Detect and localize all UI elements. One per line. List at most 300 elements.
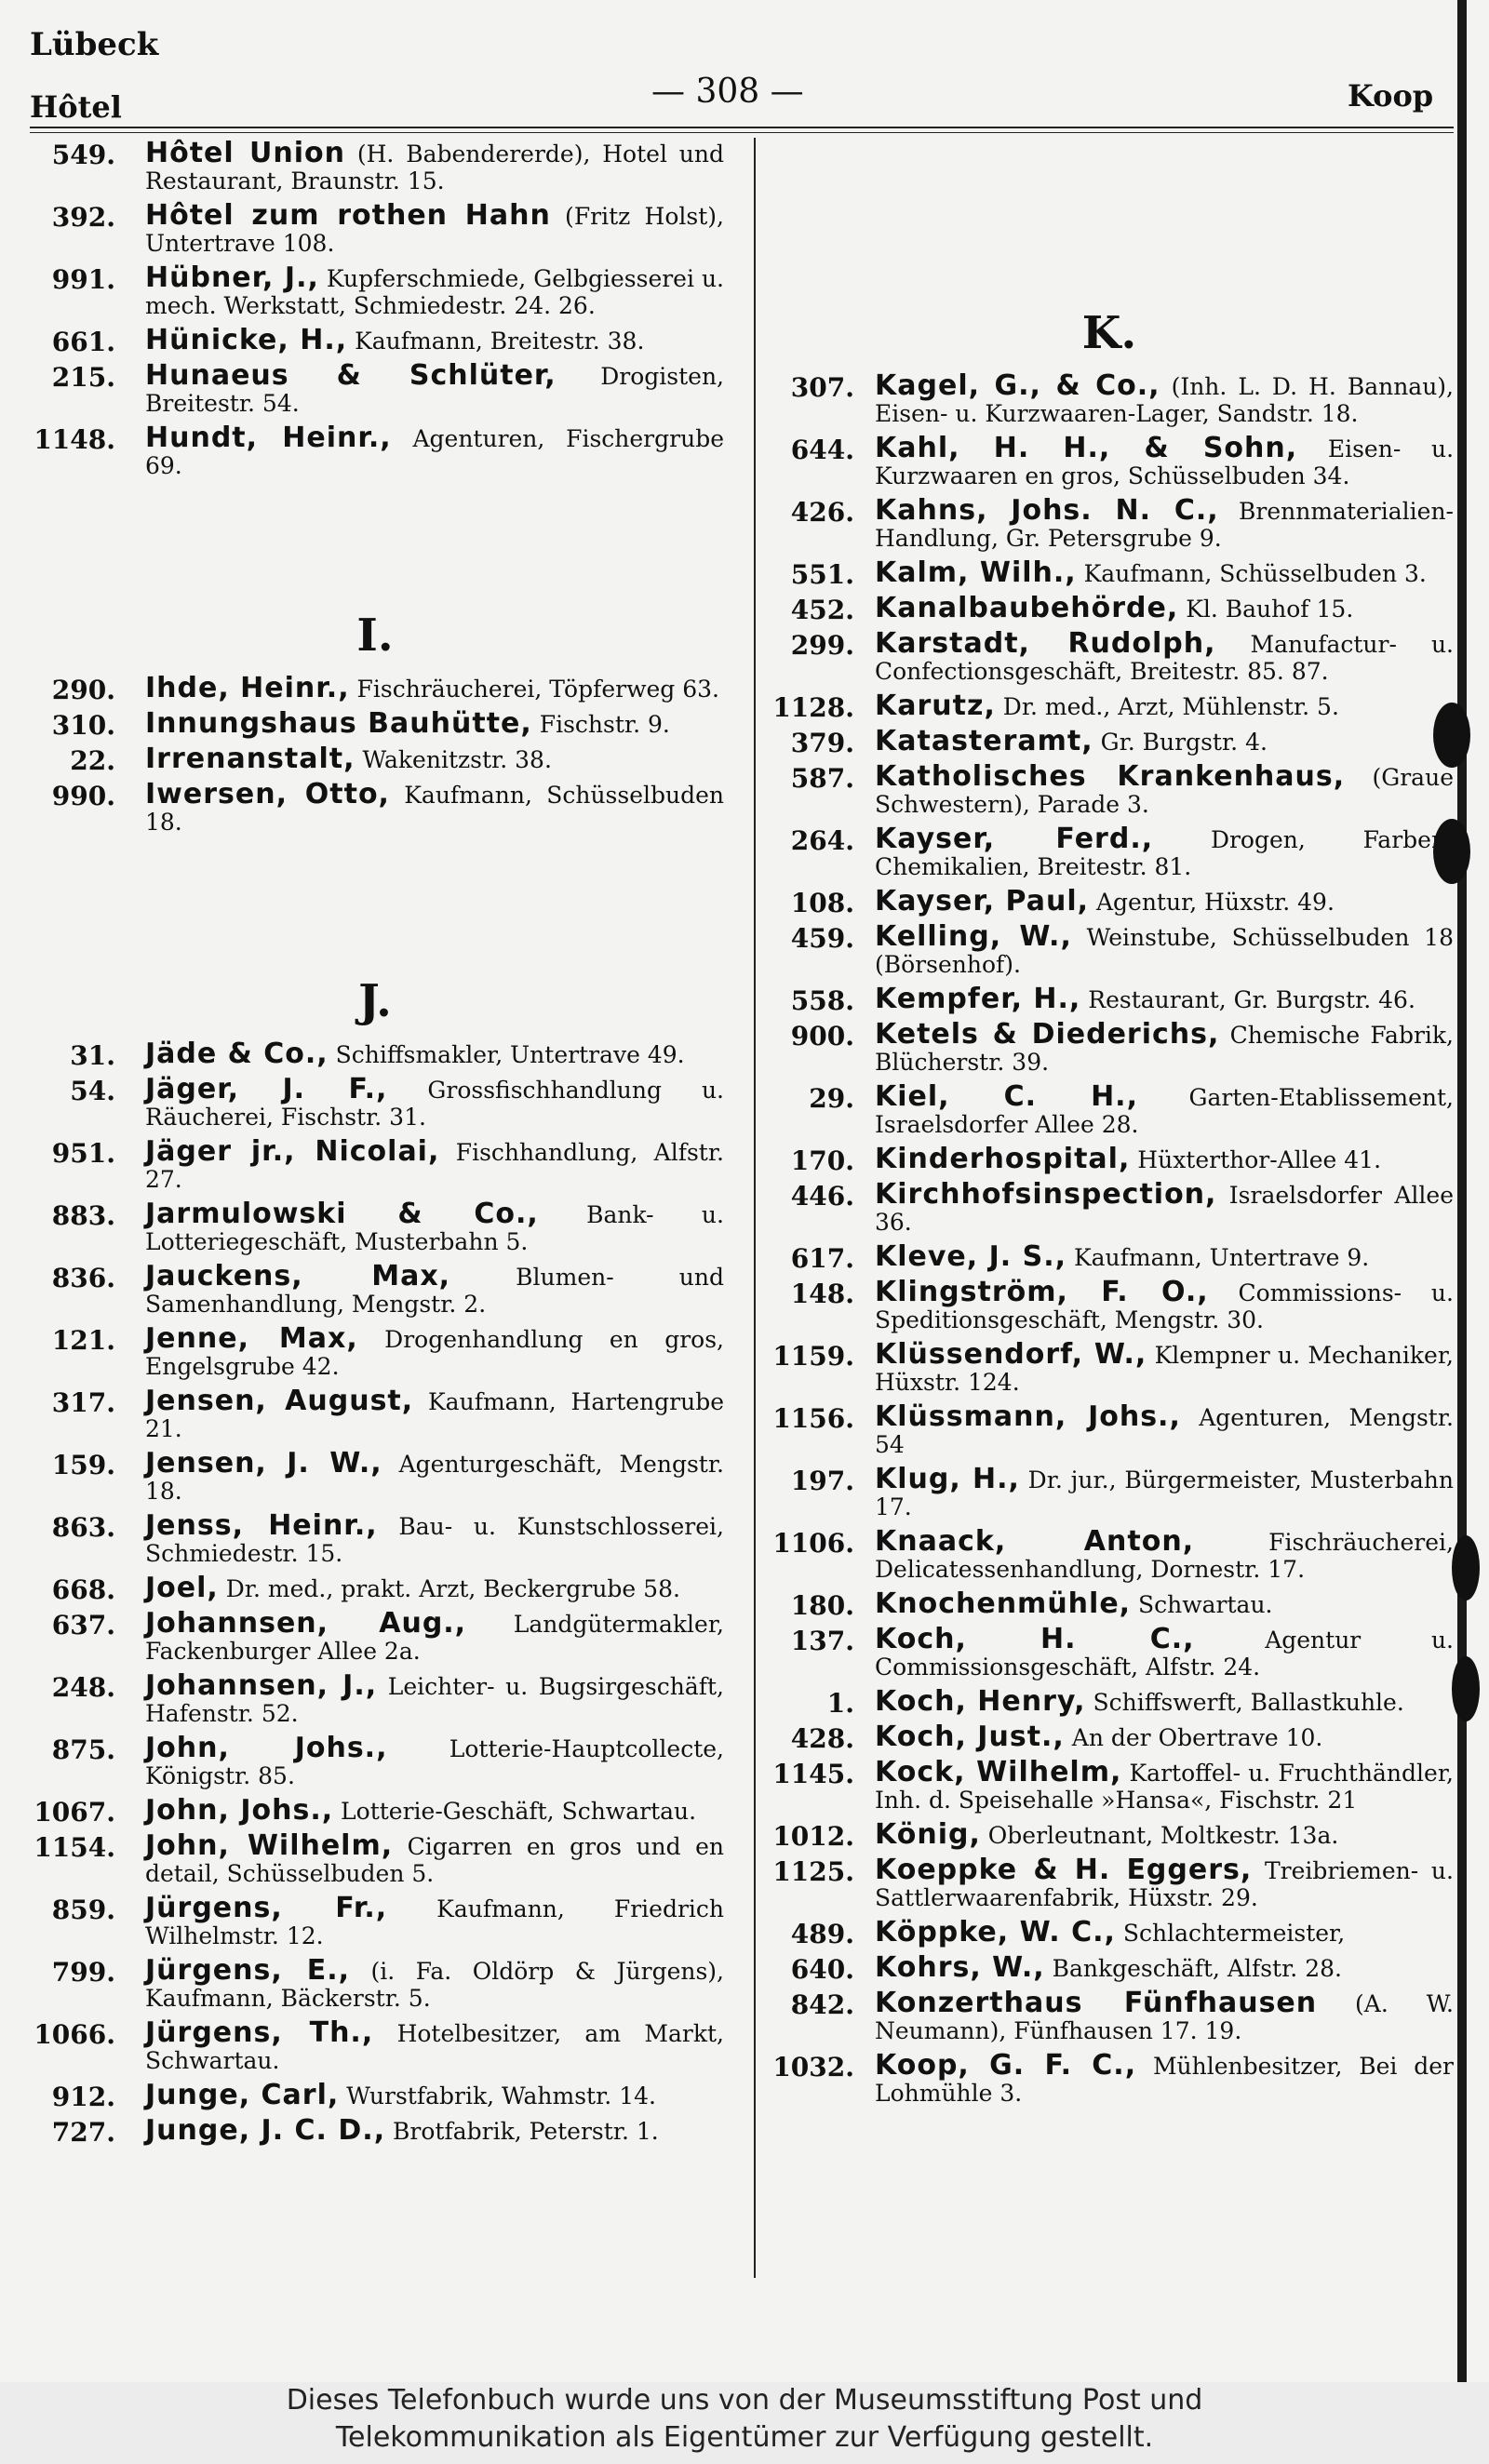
entry-details: Leichter- u. Bugsirgeschäft, Hafenstr. 52. [145,1673,724,1727]
entry-text [875,494,1454,552]
phone-number: 489. [790,1919,854,1949]
entry-details: Bankgeschäft, Alfstr. 28. [1044,1955,1342,1982]
entry-text [875,1856,1454,1911]
directory-entry [765,1525,1454,1583]
entry-details: Wurstfabrik, Wahmstr. 14. [339,2082,656,2109]
entry-text [875,1818,1454,1851]
phone-number: 587. [790,763,854,794]
directory-entry [26,1572,724,1605]
phone-number: 215. [51,362,115,393]
section-letter: I. [356,609,394,662]
directory-entry [765,825,1454,880]
entry-name: John, Johs., [145,1732,388,1764]
phone-number: 836. [51,1263,115,1293]
entry-name: Kempfer, H., [875,983,1081,1015]
directory-entry [765,432,1455,489]
phone-number: 452. [790,595,854,625]
section-letter: K. [1081,307,1137,359]
entry-details: Lotterie-Hauptcollecte, Königstr. 85. [145,1735,724,1789]
entry-name: Hôtel zum rothen Hahn [145,199,551,232]
entry-text [145,1892,724,1949]
directory-entry [26,1260,724,1318]
phone-number: 108. [790,888,854,918]
entry-name: Köppke, W. C., [875,1916,1116,1948]
phone-number: 459. [790,923,854,954]
directory-entry [765,2049,1454,2107]
entry-text [875,1080,1454,1138]
section-letter: J. [358,975,392,1027]
entry-details: Manufactur- u. Confectionsgeschäft, Breitestr. 85. 87. [875,631,1454,685]
entry-text [875,1916,1454,1948]
entry-details: (Fritz Holst), Untertrave 108. [145,203,724,257]
entry-name: Jürgens, Fr., [145,1892,388,1924]
entry-text [145,1574,724,1602]
directory-entry [26,2079,724,2112]
entry-details: (i. Fa. Oldörp & Jürgens), Kaufmann, Bäckerstr. 5. [145,1958,724,2012]
entry-name: Ketels & Diederichs, [875,1018,1220,1051]
entry-name: Kohrs, W., [875,1951,1045,1984]
entry-details: Schlachtermeister, [1115,1920,1346,1947]
entry-name: Jenne, Max, [145,1322,358,1355]
phone-number: 248. [51,1672,115,1703]
entry-text [145,2114,724,2147]
entry-text [875,1587,1454,1620]
phone-number: 990. [51,781,115,811]
phone-number: 883. [51,1200,115,1231]
entry-name: Jürgens, Th., [145,2016,374,2049]
directory-entry [26,1073,724,1131]
entry-name: Jäger jr., Nicolai, [145,1135,440,1168]
entry-text [145,672,724,704]
phone-number: 392. [51,202,115,233]
entry-details: Kartoffel- u. Fruchthändler, Inh. d. Speisehalle »Hansa«, Fischstr. 21 [875,1760,1454,1814]
phone-number: 875. [51,1734,115,1765]
directory-entry [765,1018,1454,1076]
entry-details: Bau- u. Kunstschlosserei, Schmiedestr. 15. [145,1513,724,1567]
entry-text [875,1989,1454,2044]
phone-number: 912. [51,2082,115,2112]
header-rule [30,127,1454,128]
entry-text [145,359,724,417]
entry-details: Fischstr. 9. [531,711,670,738]
entry-name: Koop, G. F. C., [875,2049,1137,2082]
entry-name: Jauckens, Max, [145,1260,451,1292]
phone-number: 1159. [772,1341,854,1372]
entry-details: Hüxterthor-Allee 41. [1130,1146,1382,1173]
phone-number: 1145. [772,1759,854,1789]
entry-details: Brennmaterialien-Handlung, Gr. Petersgrube 9. [875,498,1454,552]
directory-entry [765,369,1455,427]
directory-entry [26,672,724,705]
entry-details: Oberleutnant, Moltkestr. 13a. [980,1822,1339,1849]
entry-text [145,778,724,836]
entry-name: Junge, Carl, [145,2079,340,2111]
phone-number: 859. [51,1895,115,1925]
phone-number: 1128. [772,692,854,723]
directory-entry [26,199,724,257]
header-rule-thin [30,132,1454,133]
entry-details: Agentur u. Commissionsgeschäft, Alfstr. 24. [875,1627,1454,1681]
entry-name: Kock, Wilhelm, [875,1756,1122,1788]
entry-details: Blumen- und Samenhandlung, Mengstr. 2. [145,1264,724,1318]
entry-text [145,745,724,773]
entry-text [145,1135,724,1193]
entry-details: Treibriemen- u. Sattlerwaarenfabrik, Hüxstr. 29. [875,1857,1454,1911]
entry-text [145,1669,724,1727]
phone-number: 799. [51,1957,115,1988]
entry-name: Koch, H. C., [875,1623,1195,1655]
entry-text [875,725,1454,757]
entry-details: Chemische Fabrik, Blücherstr. 39. [875,1022,1454,1076]
header-subtitle: Hôtel [30,89,122,125]
directory-entry [26,1829,724,1887]
entry-details: Agentur, Hüxstr. 49. [1089,889,1335,916]
header-right-keyword: Koop [1348,78,1434,114]
entry-name: König, [875,1818,981,1851]
phone-number: 617. [790,1243,854,1274]
entry-name: Jäde & Co., [145,1038,329,1070]
entry-details: Hotelbesitzer, am Markt, Schwartau. [145,2020,724,2074]
entry-details: Garten-Etablissement, Israelsdorfer Allee 28. [875,1084,1454,1138]
entry-details: Bank- u. Lotteriegeschäft, Musterbahn 5. [145,1201,724,1255]
phone-number: 1148. [34,424,115,455]
directory-entry [765,1951,1454,1985]
phone-number: 1125. [772,1856,854,1887]
phone-number: 1154. [34,1832,115,1863]
entry-text [875,556,1454,589]
entry-details: Schwartau. [1131,1591,1273,1618]
entry-text [875,1145,1454,1173]
entry-text [875,1623,1454,1681]
directory-entry [765,885,1454,918]
phone-number: 551. [790,559,854,590]
directory-entry [26,1322,724,1380]
entry-text [145,1387,724,1442]
entry-name: Klüssmann, Johs., [875,1400,1181,1433]
entry-text [145,199,724,257]
entry-name: Irrenanstalt, [145,743,355,775]
entry-text [145,707,724,740]
entry-name: Karstadt, Rudolph, [875,627,1216,660]
entry-text [875,432,1455,489]
entry-details: (H. Babendererde), Hotel und Restaurant, Braunstr. 15. [145,141,724,194]
phone-number: 991. [51,264,115,295]
phone-number: 640. [790,1954,854,1985]
directory-entry [26,778,724,836]
entry-text [875,592,1454,624]
phone-number: 842. [790,1989,854,2020]
entry-text [145,1829,724,1887]
entry-name: Klüssendorf, W., [875,1338,1147,1371]
directory-entry [26,324,724,357]
entry-details: Wakenitzstr. 38. [355,746,552,773]
entry-text [875,985,1454,1013]
entry-name: Kahns, Johs. N. C., [875,494,1219,527]
directory-entry [765,1756,1454,1814]
directory-entry [765,1623,1454,1681]
entry-name: Hübner, J., [145,261,319,294]
entry-text [875,1525,1454,1583]
directory-entry [765,627,1454,685]
directory-entry [26,1734,724,1789]
phone-number: 31. [70,1040,115,1071]
entry-name: Klingström, F. O., [875,1276,1209,1308]
phone-number: 661. [51,327,115,357]
phone-number: 170. [790,1145,854,1176]
directory-entry [765,1685,1454,1719]
entry-name: Jarmulowski & Co., [145,1198,539,1230]
phone-number: 148. [790,1279,854,1309]
entry-name: Kanalbaubehörde, [875,592,1179,624]
entry-name: Knochenmühle, [875,1587,1132,1620]
entry-name: Kinderhospital, [875,1143,1131,1175]
entry-details: An der Obertrave 10. [1064,1724,1323,1751]
entry-name: Kleve, J. S., [875,1240,1067,1273]
entry-text [145,261,724,319]
directory-entry [765,1587,1454,1621]
entry-name: Jensen, August, [145,1385,414,1417]
entry-text [875,1685,1454,1718]
phone-number: 299. [790,630,854,661]
entry-details: Commissions- u. Speditionsgeschäft, Mengstr. 30. [875,1279,1454,1333]
entry-details: Klempner u. Mechaniker, Hüxstr. 124. [875,1342,1454,1396]
phone-number: 1156. [772,1403,854,1434]
phone-number: 54. [70,1076,115,1106]
directory-entry [26,1387,724,1442]
entry-text [875,1276,1454,1333]
right-column [765,140,1454,2114]
directory-entry [765,1143,1454,1176]
entry-details: Drogenhandlung en gros, Engelsgrube 42. [145,1326,724,1380]
entry-name: Ihde, Heinr., [145,672,350,704]
directory-entry [26,1669,724,1727]
phone-number: 644. [790,435,854,465]
entry-name: Johannsen, Aug., [145,1607,467,1640]
entry-details: Landgütermakler, Fackenburger Allee 2a. [145,1611,724,1665]
phone-number: 264. [790,825,854,856]
directory-entry [765,592,1454,625]
entry-name: Hünicke, H., [145,324,348,356]
entry-name: Jenss, Heinr., [145,1509,378,1542]
directory-entry [765,1818,1454,1852]
directory-entry [765,920,1454,978]
entry-name: Kelling, W., [875,920,1072,953]
directory-entry [26,1509,724,1567]
entry-name: Jürgens, E., [145,1954,351,1987]
entry-name: Hundt, Heinr., [145,422,392,454]
entry-name: Kalm, Wilh., [875,556,1077,589]
entry-name: John, Johs., [145,1794,334,1827]
directory-entry [765,1240,1454,1274]
phone-number: 1106. [772,1528,854,1559]
entry-name: Koeppke & H. Eggers, [875,1854,1253,1886]
entry-name: Jäger, J. F., [145,1073,388,1105]
directory-entry [765,1178,1454,1236]
phone-number: 317. [51,1387,115,1418]
entry-text [875,1400,1454,1458]
entry-text [145,1073,724,1131]
directory-entry [26,707,724,741]
entry-details: Dr. med., prakt. Arzt, Beckergrube 58. [218,1575,680,1602]
entry-details: Lotterie-Geschäft, Schwartau. [333,1798,697,1825]
entry-name: Kirchhofsinspection, [875,1178,1217,1211]
directory-entry [765,725,1454,758]
phone-number: 159. [51,1450,115,1480]
entry-text [875,1756,1454,1814]
directory-entry [26,1607,724,1665]
entry-details: Eisen- u. Kurzwaaren en gros, Schüsselbuden 34. [875,435,1455,489]
directory-entry [26,743,724,776]
page-number: — 308 — [651,73,804,111]
entry-text [875,920,1454,978]
entry-text [145,424,724,479]
entry-details: Fischräucherei, Töpferweg 63. [349,676,719,703]
entry-name: Kagel, G., & Co., [875,369,1160,402]
entry-details: Kaufmann, Schüsselbuden 18. [145,782,724,836]
entry-text [875,369,1455,427]
entry-text [145,1794,724,1827]
entry-details: Weinstube, Schüsselbuden 18 (Börsenhof). [875,924,1454,978]
entry-name: Koch, Just., [875,1721,1065,1753]
phone-number: 446. [790,1181,854,1212]
directory-entry [26,1954,724,2012]
entry-name: Hôtel Union [145,137,346,169]
entry-name: Kayser, Ferd., [875,823,1154,855]
entry-name: Hunaeus & Schlüter, [145,359,557,392]
entry-name: Jensen, J. W., [145,1447,382,1480]
entry-details: (A. W. Neumann), Fünfhausen 17. 19. [875,1990,1454,2044]
phone-number: 29. [809,1083,854,1114]
binding-hole [1452,1656,1480,1721]
entry-details: Kaufmann, Schüsselbuden 3. [1076,560,1427,587]
entry-text [145,1200,724,1255]
entry-name: Katholisches Krankenhaus, [875,760,1346,793]
entry-details: Dr. med., Arzt, Mühlenstr. 5. [995,693,1339,720]
entry-text [145,1447,724,1505]
phone-number: 121. [51,1325,115,1356]
footer-line-2: Telekommunikation als Eigentümer zur Verfügung gestellt. [335,2421,1154,2454]
phone-number: 1066. [34,2019,115,2050]
directory-entry [26,2016,724,2074]
phone-number: 379. [790,728,854,758]
entry-text [875,2049,1454,2107]
entry-name: Kayser, Paul, [875,885,1090,917]
entry-name: Johannsen, J., [145,1669,378,1702]
entry-name: Iwersen, Otto, [145,778,390,810]
directory-entry [765,556,1454,590]
entry-name: John, Wilhelm, [145,1829,394,1862]
entry-details: (Inh. L. D. H. Bannau), Eisen- u. Kurzwaaren-Lager, Sandstr. 18. [875,373,1455,427]
entry-details: (Graue Schwestern), Parade 3. [875,764,1454,818]
phone-number: 900. [790,1021,854,1051]
phone-number: 307. [790,372,854,403]
entry-text [145,2079,724,2111]
entry-details: Schiffsmakler, Untertrave 49. [328,1041,685,1068]
entry-name: Kiel, C. H., [875,1080,1138,1113]
phone-number: 290. [51,675,115,705]
directory-entry [26,1038,724,1071]
entry-details: Agenturgeschäft, Mengstr. 18. [145,1451,724,1505]
phone-number: 1067. [34,1797,115,1828]
footer-line-1: Dieses Telefonbuch wurde uns von der Museumsstiftung Post und [286,2384,1203,2417]
entry-name: Knaack, Anton, [875,1525,1195,1558]
entry-text [145,1734,724,1789]
entry-details: Mühlenbesitzer, Bei der Lohmühle 3. [875,2053,1454,2107]
entry-text [145,2016,724,2074]
phone-number: 558. [790,985,854,1016]
entry-text [875,1178,1454,1236]
binding-hole [1452,1535,1480,1600]
entry-details: Agenturen, Fischergrube 69. [145,425,724,479]
entry-details: Agenturen, Mengstr. 54 [875,1404,1454,1458]
entry-text [875,825,1454,880]
entry-details: Dr. jur., Bürgermeister, Musterbahn 17. [875,1466,1455,1520]
phone-number: 1012. [772,1821,854,1852]
entry-details: Kl. Bauhof 15. [1178,596,1354,623]
entry-text [875,760,1454,818]
entry-details: Drogen, Farben, Chemikalien, Breitestr. 81. [875,826,1455,880]
directory-entry [765,1721,1454,1754]
directory-entry [765,1463,1455,1520]
entry-details: Restaurant, Gr. Burgstr. 46. [1080,986,1415,1013]
entry-details: Schiffswerft, Ballastkuhle. [1085,1689,1404,1716]
entry-text [145,1509,724,1567]
entry-name: Joel, [145,1572,219,1604]
entry-text [145,1260,724,1318]
directory-entry [26,359,724,417]
entry-text [145,324,724,356]
directory-entry [765,494,1454,552]
entry-details: Kaufmann, Breitestr. 38. [347,328,645,355]
entry-details: Cigarren en gros und en detail, Schüsselbuden 5. [145,1833,724,1887]
directory-entry [765,690,1454,723]
entry-details: Drogisten, Breitestr. 54. [145,363,724,417]
entry-text [875,1240,1454,1273]
phone-number: 1. [826,1688,854,1719]
directory-entry [26,261,724,319]
directory-entry [26,424,724,479]
phone-number: 310. [51,710,115,741]
directory-entry [26,2114,724,2148]
phone-number: 137. [790,1626,854,1656]
phone-number: 951. [51,1138,115,1169]
phone-number: 668. [51,1574,115,1605]
entry-name: Katasteramt, [875,725,1093,757]
phone-number: 426. [790,497,854,528]
entry-details: Kupferschmiede, Gelbgiesserei u. mech. Werkstatt, Schmiedestr. 24. 26. [145,265,724,319]
phone-number: 863. [51,1512,115,1543]
entry-details: Kaufmann, Untertrave 9. [1066,1244,1370,1271]
phone-number: 727. [51,2117,115,2148]
entry-details: Grossfischhandlung u. Räucherei, Fischstr. 31. [145,1077,724,1131]
entry-text [875,1018,1454,1076]
entry-details: Fischräucherei, Delicatessenhandlung, Dornestr. 17. [875,1529,1454,1583]
entry-text [145,1040,724,1068]
directory-entry [765,1276,1454,1333]
directory-entry [765,1338,1454,1396]
directory-entry [765,1856,1454,1911]
directory-entry [765,1989,1454,2044]
directory-entry [26,1892,724,1949]
directory-entry [765,760,1454,818]
entry-name: Koch, Henry, [875,1685,1086,1718]
entry-details: Gr. Burgstr. 4. [1093,729,1268,756]
directory-entry [765,983,1454,1016]
phone-number: 428. [790,1723,854,1754]
page-edge [1457,0,1467,2382]
entry-details: Kaufmann, Friedrich Wilhelmstr. 12. [145,1895,724,1949]
entry-text [875,885,1454,917]
